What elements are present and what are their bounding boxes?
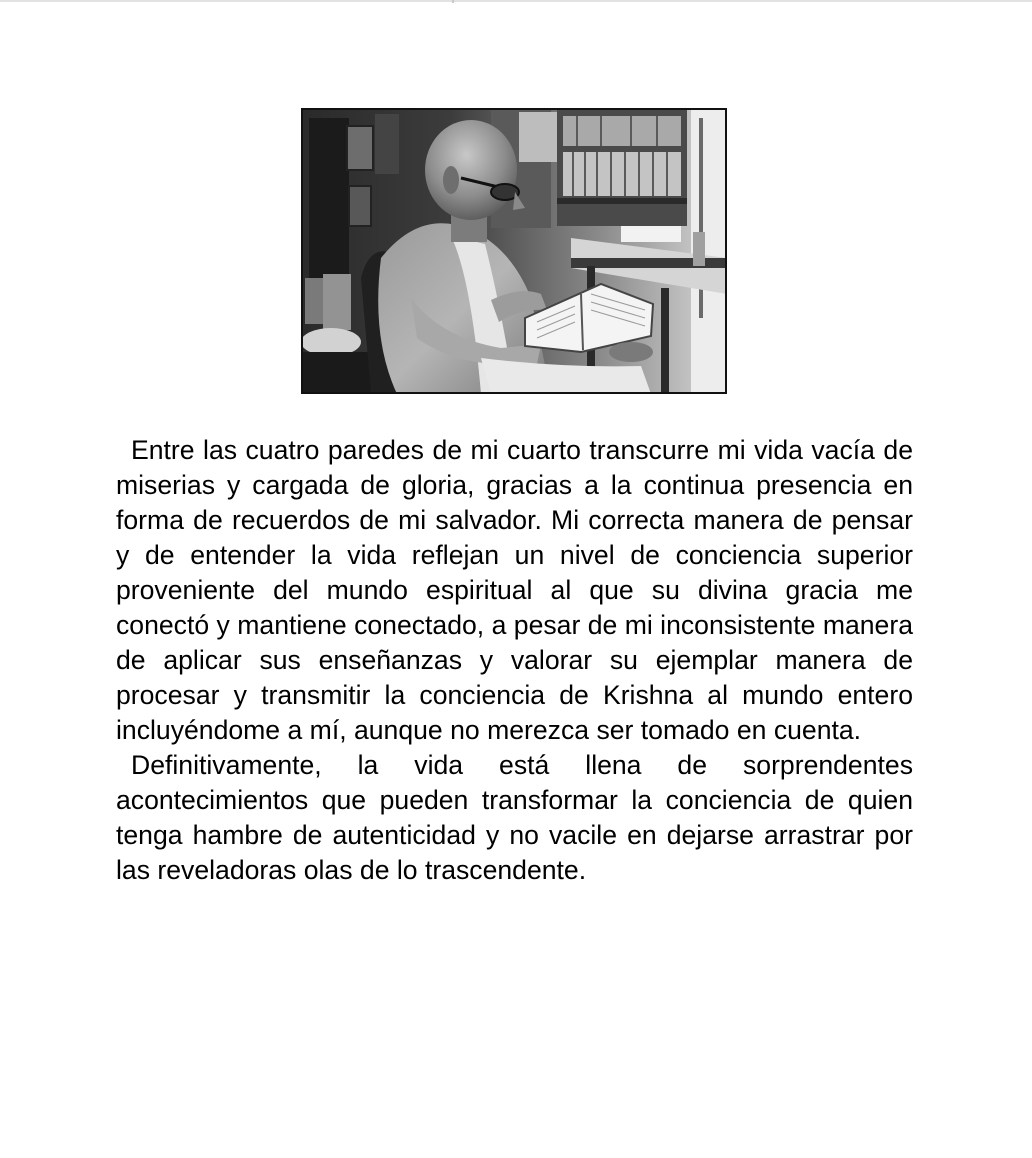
paragraph-2: Definitivamente, la vida está llena de sorprendentes acontecimientos que pueden transformar la conciencia de quien tenga hambre de autenticidad y no vacile en dejarse arrastrar por las reveladoras olas de lo trascendente. xyxy=(116,750,913,885)
page-top-marker xyxy=(452,0,454,3)
paragraph-1: Entre las cuatro paredes de mi cuarto transcurre mi vida vacía de miserias y cargada de gloria, gracias a la continua presencia en forma de recuerdos de mi salvador. Mi correcta manera de pensar y de entender la vida reflejan un nivel de conciencia superior proveniente del mundo espiritual al que su divina gracia me conectó y mantiene conectado, a pesar de mi inconsistente manera de aplicar sus enseñanzas y valorar su ejemplar manera de procesar y transmitir la conciencia de Krishna al mundo entero incluyéndome a mí, aunque no merezca ser tomado en cuenta. xyxy=(116,435,913,745)
page-top-border xyxy=(0,0,1032,2)
photo-illustration xyxy=(301,108,727,394)
body-text xyxy=(116,433,913,888)
reading-man-photo xyxy=(301,108,727,394)
